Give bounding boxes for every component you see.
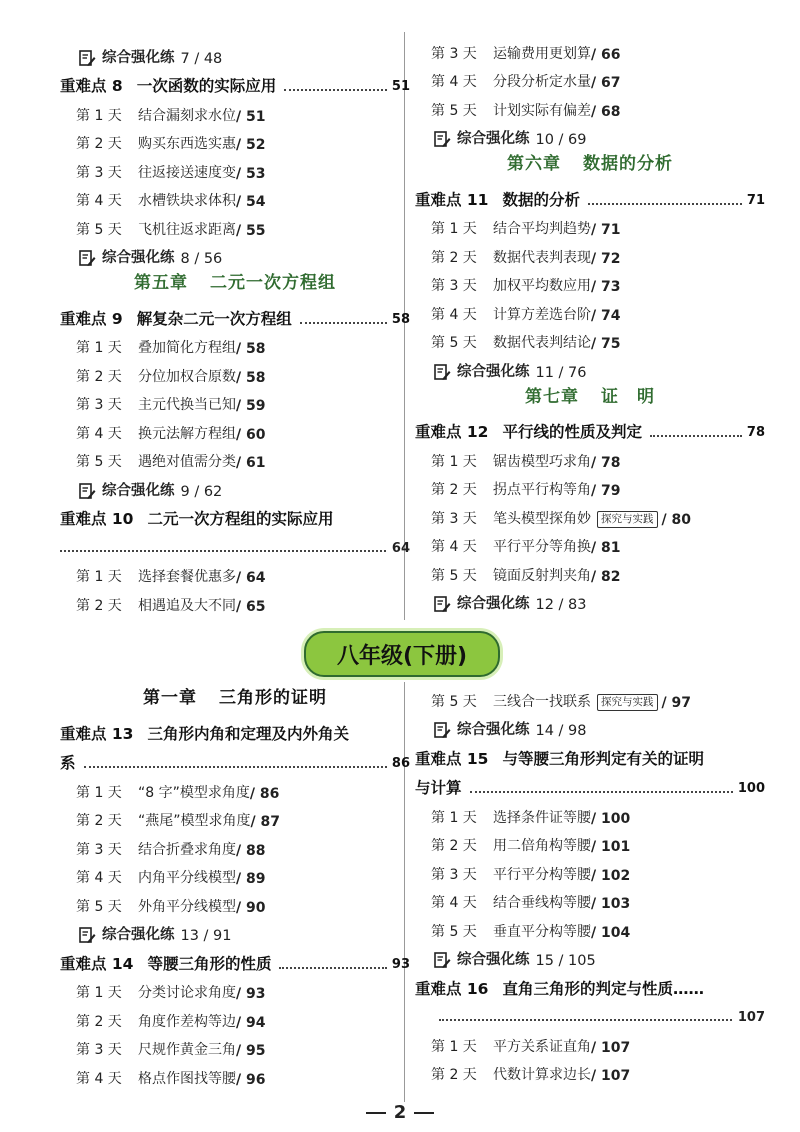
day-label: 第 1 天 bbox=[431, 221, 477, 237]
review-item[interactable] bbox=[415, 941, 765, 970]
day-title: 结合平均判趋势 bbox=[493, 221, 591, 237]
day-page: / 81 bbox=[591, 540, 621, 556]
day-page: / 103 bbox=[591, 896, 631, 912]
day-title: 拐点平行构等角 bbox=[493, 482, 591, 498]
day-label: 第 5 天 bbox=[76, 454, 122, 470]
day-page: / 53 bbox=[236, 165, 266, 182]
day-page: / 61 bbox=[236, 455, 266, 471]
review-label: 综合强化练 bbox=[102, 250, 175, 266]
day-label: 第 3 天 bbox=[431, 278, 477, 294]
day-label: 第 4 天 bbox=[76, 870, 122, 886]
day-page: / 66 bbox=[591, 46, 621, 63]
day-label: 第 3 天 bbox=[431, 510, 477, 527]
topic-number: 重难点 16 bbox=[415, 979, 489, 998]
topic-title: 数据的分析 bbox=[502, 190, 580, 209]
topic-heading[interactable] bbox=[415, 414, 765, 443]
leader-dots bbox=[279, 967, 386, 969]
review-page: 7 / 48 bbox=[180, 50, 223, 67]
day-item[interactable] bbox=[60, 96, 410, 125]
review-item[interactable] bbox=[415, 711, 765, 740]
dash-right bbox=[414, 1112, 434, 1114]
day-title: 结合漏刻求水位 bbox=[138, 107, 236, 124]
day-title: 数据代表判结论 bbox=[493, 335, 591, 351]
day-label: 第 2 天 bbox=[76, 597, 122, 614]
day-page: / 64 bbox=[236, 570, 266, 586]
pencil-note-icon bbox=[78, 49, 96, 67]
day-page: / 74 bbox=[591, 307, 621, 324]
day-title: 平方关系证直角 bbox=[493, 1038, 591, 1055]
day-page: / 87 bbox=[250, 814, 280, 830]
day-label: 第 2 天 bbox=[76, 1013, 122, 1030]
leader-dots bbox=[84, 766, 387, 768]
day-title: 相遇追及大不同 bbox=[138, 597, 236, 614]
topic-number: 重难点 14 bbox=[60, 954, 134, 973]
day-page: / 71 bbox=[591, 222, 621, 238]
day-title: 选择套餐优惠多 bbox=[138, 569, 236, 585]
review-page: 9 / 62 bbox=[180, 483, 223, 500]
day-title: “8 字”模型求角度 bbox=[138, 784, 250, 801]
topic-continuation bbox=[60, 529, 410, 558]
day-page: / 95 bbox=[236, 1043, 266, 1059]
day-title: 叠加简化方程组 bbox=[138, 340, 236, 356]
chapter-number: 第六章 bbox=[507, 154, 561, 174]
day-label: 第 2 天 bbox=[76, 368, 122, 385]
day-title: 选择条件证等腰 bbox=[493, 809, 591, 826]
day-label: 第 3 天 bbox=[76, 164, 122, 181]
day-page: / 94 bbox=[236, 1014, 266, 1031]
review-label: 综合强化练 bbox=[457, 363, 530, 380]
topic-title: 等腰三角形的性质 bbox=[147, 954, 272, 973]
topic-title: 一次函数的实际应用 bbox=[136, 77, 277, 95]
day-label: 第 5 天 bbox=[76, 221, 122, 238]
day-label: 第 4 天 bbox=[431, 539, 477, 555]
day-item[interactable] bbox=[415, 1027, 765, 1056]
topic-number: 重难点 15 bbox=[415, 749, 489, 768]
day-title: 计划实际有偏差 bbox=[493, 102, 591, 119]
day-item[interactable] bbox=[60, 182, 410, 211]
day-item[interactable] bbox=[60, 386, 410, 415]
topic-heading[interactable] bbox=[60, 715, 410, 744]
topic-title: 平行线的性质及判定 bbox=[502, 423, 642, 441]
day-page: / 101 bbox=[591, 839, 631, 855]
day-item[interactable] bbox=[415, 855, 765, 884]
topic-title: 三角形内角和定理及内外角关 bbox=[147, 724, 349, 743]
chapter-number: 第五章 bbox=[134, 273, 188, 293]
day-label: 第 5 天 bbox=[431, 567, 477, 584]
day-label: 第 4 天 bbox=[76, 425, 122, 442]
day-page: / 60 bbox=[236, 426, 266, 443]
day-title: 计算方差选台阶 bbox=[493, 306, 591, 323]
day-label: 第 2 天 bbox=[76, 813, 122, 829]
toc-right-bottom-column bbox=[415, 682, 765, 1084]
day-page: / 73 bbox=[591, 279, 621, 295]
day-title: 尺规作黄金三角 bbox=[138, 1042, 236, 1058]
day-page: / 67 bbox=[591, 75, 621, 91]
day-title: 分位加权合原数 bbox=[138, 368, 236, 385]
day-label: 第 1 天 bbox=[76, 985, 122, 1001]
day-item[interactable] bbox=[415, 556, 765, 585]
chapter-title: 二元一次方程组 bbox=[210, 273, 336, 293]
day-label: 第 1 天 bbox=[76, 107, 122, 124]
topic-title-continued: 系 bbox=[60, 754, 76, 772]
day-item[interactable] bbox=[415, 827, 765, 856]
day-item[interactable] bbox=[415, 324, 765, 353]
day-page: / 68 bbox=[591, 103, 621, 120]
day-page: / 102 bbox=[591, 867, 631, 884]
topic-page: 51 bbox=[391, 79, 410, 94]
dash-left bbox=[366, 1112, 386, 1114]
review-label: 综合强化练 bbox=[102, 49, 175, 66]
day-title: 角度作差构等边 bbox=[138, 1013, 236, 1030]
day-label: 第 1 天 bbox=[76, 340, 122, 356]
day-label: 第 3 天 bbox=[431, 866, 477, 883]
chapter-number: 第七章 bbox=[525, 386, 579, 407]
day-title: 加权平均数应用 bbox=[493, 278, 591, 294]
day-item[interactable] bbox=[60, 773, 410, 802]
day-item[interactable] bbox=[415, 471, 765, 500]
topic-page: 93 bbox=[391, 956, 410, 972]
day-label: 第 3 天 bbox=[431, 45, 477, 62]
review-item[interactable] bbox=[60, 916, 410, 945]
review-page: 8 / 56 bbox=[180, 251, 223, 267]
day-page: / 80 bbox=[661, 511, 691, 528]
day-title: 水槽铁块求体积 bbox=[138, 193, 236, 209]
day-title: 换元法解方程组 bbox=[138, 425, 236, 442]
review-label: 综合强化练 bbox=[457, 596, 530, 612]
day-title: 格点作图找等腰 bbox=[138, 1070, 236, 1087]
day-page: / 96 bbox=[236, 1071, 266, 1088]
day-item[interactable] bbox=[60, 1059, 410, 1088]
review-label: 综合强化练 bbox=[457, 952, 530, 968]
topic-page: 78 bbox=[746, 425, 765, 440]
day-item[interactable] bbox=[415, 91, 765, 120]
chapter-heading bbox=[60, 682, 410, 714]
day-label: 第 3 天 bbox=[76, 841, 122, 858]
review-page: 11 / 76 bbox=[535, 364, 587, 381]
leader-dots bbox=[439, 1019, 732, 1021]
day-page: / 104 bbox=[591, 924, 631, 941]
day-page: / 89 bbox=[236, 871, 266, 887]
chapter-title: 三角形的证明 bbox=[219, 688, 327, 708]
day-page: / 78 bbox=[591, 454, 621, 471]
day-item[interactable] bbox=[415, 499, 765, 528]
topic-heading[interactable] bbox=[60, 945, 410, 974]
day-title: 锯齿模型巧求角 bbox=[493, 453, 591, 470]
day-item[interactable] bbox=[60, 414, 410, 443]
day-item[interactable] bbox=[415, 63, 765, 92]
topic-page: 107 bbox=[737, 1010, 765, 1025]
day-label: 第 5 天 bbox=[431, 102, 477, 119]
review-page: 12 / 83 bbox=[535, 597, 587, 613]
day-page: / 75 bbox=[591, 336, 621, 352]
review-item[interactable] bbox=[415, 352, 765, 381]
day-title: 笔头模型探角妙 bbox=[493, 510, 591, 527]
topic-number: 重难点 13 bbox=[60, 724, 134, 743]
day-page: / 107 bbox=[591, 1068, 631, 1084]
day-title: 平行平分构等腰 bbox=[493, 866, 591, 883]
topic-title-continued: 与计算 bbox=[415, 779, 462, 797]
topic-page: 64 bbox=[391, 540, 410, 556]
chapter-heading bbox=[415, 381, 765, 413]
day-title: 分段分析定水量 bbox=[493, 74, 591, 90]
day-item[interactable] bbox=[415, 1056, 765, 1085]
review-page: 13 / 91 bbox=[180, 928, 232, 944]
day-item[interactable] bbox=[415, 210, 765, 239]
topic-number: 重难点 10 bbox=[60, 510, 134, 528]
topic-heading[interactable] bbox=[415, 181, 765, 210]
leader-dots bbox=[60, 550, 386, 552]
day-item[interactable] bbox=[415, 798, 765, 827]
day-item[interactable] bbox=[60, 329, 410, 358]
day-page: / 54 bbox=[236, 194, 266, 210]
day-label: 第 5 天 bbox=[431, 335, 477, 351]
topic-title: 解复杂二元一次方程组 bbox=[136, 309, 292, 328]
topic-number: 重难点 8 bbox=[60, 77, 123, 95]
review-item[interactable] bbox=[415, 120, 765, 149]
day-title: 用二倍角构等腰 bbox=[493, 838, 591, 854]
chapter-heading bbox=[60, 267, 410, 299]
review-label: 综合强化练 bbox=[102, 927, 175, 943]
day-item[interactable] bbox=[60, 357, 410, 386]
review-label: 综合强化练 bbox=[102, 482, 175, 499]
day-label: 第 4 天 bbox=[431, 306, 477, 323]
chapter-heading bbox=[415, 148, 765, 180]
day-page: / 97 bbox=[661, 694, 691, 711]
day-page: / 100 bbox=[591, 810, 631, 827]
review-label: 综合强化练 bbox=[457, 131, 530, 147]
review-label: 综合强化练 bbox=[457, 722, 530, 738]
day-label: 第 2 天 bbox=[431, 838, 477, 854]
topic-heading[interactable] bbox=[60, 300, 410, 329]
day-title: 外角平分线模型 bbox=[138, 898, 236, 915]
pencil-note-icon bbox=[433, 595, 451, 613]
day-page: / 79 bbox=[591, 483, 621, 499]
day-item[interactable] bbox=[60, 830, 410, 859]
toc-left-bottom-column bbox=[60, 682, 410, 1088]
day-page: / 58 bbox=[236, 341, 266, 357]
day-item[interactable] bbox=[60, 887, 410, 916]
day-label: 第 1 天 bbox=[431, 1038, 477, 1055]
topic-heading[interactable] bbox=[415, 970, 765, 999]
day-page: / 90 bbox=[236, 899, 266, 916]
topic-page: 71 bbox=[746, 192, 765, 208]
day-title: 镜面反射判夹角 bbox=[493, 567, 591, 584]
review-item[interactable] bbox=[60, 38, 410, 67]
day-title: 平行平分等角换 bbox=[493, 539, 591, 555]
pencil-note-icon bbox=[78, 926, 96, 944]
topic-heading[interactable] bbox=[60, 501, 410, 530]
day-item[interactable] bbox=[60, 443, 410, 472]
day-item[interactable] bbox=[415, 912, 765, 941]
day-title: 主元代换当已知 bbox=[138, 397, 236, 413]
page-number bbox=[0, 1102, 800, 1123]
day-item[interactable] bbox=[415, 682, 765, 711]
day-title: 结合垂线构等腰 bbox=[493, 895, 591, 911]
day-title: 数据代表判表现 bbox=[493, 249, 591, 266]
day-label: 第 3 天 bbox=[76, 397, 122, 413]
chapter-title: 证 明 bbox=[601, 386, 655, 407]
pencil-note-icon bbox=[433, 721, 451, 739]
chapter-number: 第一章 bbox=[143, 688, 197, 708]
day-label: 第 1 天 bbox=[431, 453, 477, 470]
practice-badge: 探究与实践 bbox=[597, 511, 658, 528]
day-label: 第 1 天 bbox=[431, 809, 477, 826]
day-title: 分类讨论求角度 bbox=[138, 985, 236, 1001]
topic-page: 86 bbox=[391, 756, 410, 771]
toc-left-top-column bbox=[60, 38, 410, 615]
leader-dots bbox=[650, 435, 742, 437]
day-title: “燕尾”模型求角度 bbox=[138, 813, 251, 829]
review-item[interactable] bbox=[415, 585, 765, 614]
topic-title: 直角三角形的判定与性质…… bbox=[502, 979, 704, 998]
day-item[interactable] bbox=[60, 1031, 410, 1060]
day-label: 第 5 天 bbox=[431, 693, 477, 710]
day-page: / 58 bbox=[236, 369, 266, 386]
page-number-value: 2 bbox=[393, 1102, 407, 1123]
day-item[interactable] bbox=[415, 528, 765, 557]
day-page: / 65 bbox=[236, 598, 266, 615]
review-item[interactable] bbox=[60, 239, 410, 268]
topic-title: 二元一次方程组的实际应用 bbox=[147, 510, 334, 528]
pencil-note-icon bbox=[433, 363, 451, 381]
leader-dots bbox=[588, 203, 742, 205]
day-title: 结合折叠求角度 bbox=[138, 841, 236, 858]
day-title: 代数计算求边长 bbox=[493, 1067, 591, 1083]
day-label: 第 4 天 bbox=[76, 1070, 122, 1087]
pencil-note-icon bbox=[78, 249, 96, 267]
day-label: 第 4 天 bbox=[76, 193, 122, 209]
leader-dots bbox=[470, 791, 733, 793]
topic-continuation bbox=[415, 770, 765, 799]
day-item[interactable] bbox=[60, 586, 410, 615]
day-label: 第 5 天 bbox=[431, 923, 477, 940]
topic-heading[interactable] bbox=[415, 740, 765, 769]
review-page: 10 / 69 bbox=[535, 132, 587, 148]
day-page: / 88 bbox=[236, 842, 266, 859]
day-item[interactable] bbox=[60, 859, 410, 888]
leader-dots bbox=[284, 89, 387, 91]
topic-continuation bbox=[415, 999, 765, 1028]
topic-page: 100 bbox=[737, 781, 765, 796]
review-page: 15 / 105 bbox=[535, 953, 596, 969]
day-page: / 86 bbox=[249, 785, 280, 802]
day-title: 运输费用更划算 bbox=[493, 45, 591, 62]
day-title: 三线合一找联系 bbox=[493, 693, 591, 710]
chapter-title: 数据的分析 bbox=[583, 154, 673, 174]
day-item[interactable] bbox=[415, 295, 765, 324]
pencil-note-icon bbox=[78, 482, 96, 500]
day-item[interactable] bbox=[415, 267, 765, 296]
day-title: 垂直平分构等腰 bbox=[493, 923, 591, 940]
day-label: 第 5 天 bbox=[76, 898, 122, 915]
day-label: 第 2 天 bbox=[431, 1067, 477, 1083]
day-page: / 59 bbox=[236, 398, 266, 414]
day-item[interactable] bbox=[415, 238, 765, 267]
pencil-note-icon bbox=[433, 130, 451, 148]
toc-right-top-column bbox=[415, 34, 765, 613]
day-item[interactable] bbox=[60, 1002, 410, 1031]
day-label: 第 3 天 bbox=[76, 1042, 122, 1058]
day-title: 往返接送速度变 bbox=[138, 164, 236, 181]
day-item[interactable] bbox=[60, 802, 410, 831]
day-label: 第 4 天 bbox=[431, 895, 477, 911]
leader-dots bbox=[300, 322, 387, 324]
day-title: 飞机往返求距离 bbox=[138, 221, 236, 238]
day-item[interactable] bbox=[60, 974, 410, 1003]
day-page: / 55 bbox=[236, 222, 266, 239]
day-label: 第 2 天 bbox=[76, 136, 122, 152]
topic-title: 与等腰三角形判定有关的证明 bbox=[502, 749, 704, 768]
topic-number: 重难点 9 bbox=[60, 309, 123, 328]
day-label: 第 2 天 bbox=[431, 249, 477, 266]
day-item[interactable] bbox=[60, 153, 410, 182]
topic-number: 重难点 12 bbox=[415, 423, 489, 441]
day-label: 第 1 天 bbox=[76, 569, 122, 585]
grade-banner: 八年级(下册) bbox=[304, 631, 500, 677]
day-item[interactable] bbox=[60, 125, 410, 154]
topic-heading[interactable] bbox=[60, 68, 410, 97]
day-page: / 93 bbox=[236, 986, 266, 1002]
day-item[interactable] bbox=[415, 884, 765, 913]
day-page: / 107 bbox=[591, 1039, 631, 1056]
topic-page: 58 bbox=[391, 311, 410, 327]
day-item[interactable] bbox=[60, 210, 410, 239]
day-label: 第 2 天 bbox=[431, 482, 477, 498]
review-page: 14 / 98 bbox=[535, 723, 587, 739]
day-label: 第 1 天 bbox=[76, 784, 122, 801]
day-page: / 51 bbox=[236, 108, 266, 125]
topic-number: 重难点 11 bbox=[415, 190, 489, 209]
topic-continuation bbox=[60, 745, 410, 774]
review-item[interactable] bbox=[60, 471, 410, 500]
day-label: 第 4 天 bbox=[431, 74, 477, 90]
day-title: 内角平分线模型 bbox=[138, 870, 236, 886]
day-page: / 72 bbox=[591, 250, 621, 267]
day-title: 购买东西选实惠 bbox=[138, 136, 236, 152]
day-item[interactable] bbox=[60, 558, 410, 587]
day-page: / 52 bbox=[236, 137, 266, 153]
day-item[interactable] bbox=[415, 34, 765, 63]
day-item[interactable] bbox=[415, 442, 765, 471]
day-title: 遇绝对值需分类 bbox=[138, 454, 236, 470]
pencil-note-icon bbox=[433, 951, 451, 969]
day-page: / 82 bbox=[591, 568, 621, 585]
practice-badge: 探究与实践 bbox=[597, 694, 658, 711]
